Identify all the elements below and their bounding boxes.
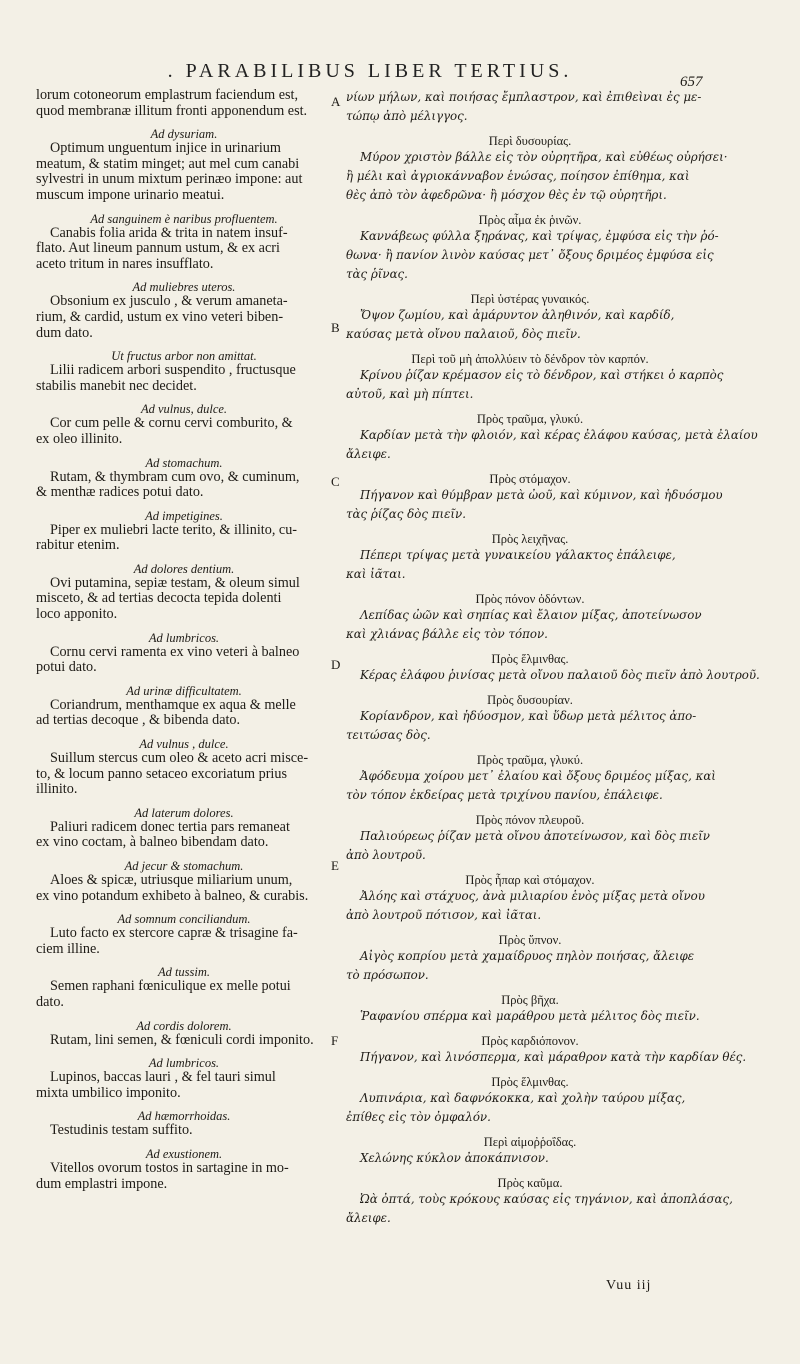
text-line: Luto facto ex stercore capræ & trisagine fa- (50, 925, 298, 942)
section-heading: Πρὸς αἷμα ἐκ ῥινῶν. (478, 213, 582, 227)
section-marker: F (331, 1033, 339, 1048)
signature-mark: Vuu iij (606, 1278, 652, 1293)
latin-recipe (36, 1161, 332, 1192)
text-line: Cornu cervi ramenta ex vino veteri à balneo (50, 643, 300, 660)
section-heading: Ad laterum dolores. (134, 805, 234, 820)
text-line: Obsonium ex jusculo , & verum amaneta- (50, 293, 288, 310)
text-line: dum emplastri impone. (36, 1175, 168, 1192)
latin-recipe (36, 926, 332, 957)
text-line: ciem illine. (36, 940, 100, 957)
text-line: ἄλειφε. (346, 447, 391, 461)
text-line: Κρίνου ῥίζαν κρέμασον εἰς τὸ δένδρον, καὶ στήκει ὁ καρπὸς (360, 368, 724, 382)
text-line: τὰς ῥίζας δὸς πιεῖν. (346, 507, 466, 521)
text-line: rabitur etenim. (36, 537, 120, 554)
latin-recipe (36, 751, 332, 798)
text-line: Παλιούρεως ῥίζαν μετὰ οἴνου ἀποτείνωσον, καὶ δὸς πιεῖν (360, 829, 710, 843)
latin-recipe (36, 226, 332, 273)
section-heading: Ad vulnus , dulce. (139, 737, 229, 752)
greek-recipe (346, 827, 714, 865)
greek-recipe (346, 306, 714, 344)
section-marker: B (331, 320, 340, 335)
section-heading: Ad vulnus, dulce. (140, 402, 228, 417)
greek-recipe (346, 486, 723, 524)
text-line: Χελώνης κύκλον ἀποκάπνισον. (360, 1151, 549, 1165)
greek-recipe (346, 88, 714, 126)
text-line: καὶ ἰᾶται. (346, 567, 406, 581)
section-heading: Πρὸς ἕλμινθας. (491, 1075, 569, 1089)
text-line: Λυπινάρια, καὶ δαφνόκοκκα, καὶ χολὴν ταύρου μίξας, (360, 1091, 686, 1105)
section-heading: Πρὸς πόνον πλευροῦ. (475, 813, 585, 827)
section-heading: Ad sanguinem è naribus profluentem. (90, 211, 278, 226)
latin-recipe (36, 470, 332, 501)
latin-recipe (36, 979, 332, 1010)
section-heading: Πρὸς δυσουρίαν. (487, 693, 573, 707)
greek-recipe (346, 426, 758, 464)
text-line: Canabis folia arida & trita in natem insuf- (50, 224, 288, 241)
text-line: stabilis manebit nec decidet. (36, 377, 197, 394)
text-line: Λεπίδας ὠῶν καὶ σηπίας καὶ ἔλαιον μίξας, ἀποτείνωσον (360, 608, 702, 622)
section-heading: Ad dolores dentium. (133, 561, 235, 576)
latin-column (36, 88, 332, 1192)
latin-recipe (36, 88, 332, 119)
text-line: ex vino potandum exhibeto à balneo, & curabis. (36, 887, 309, 904)
text-line: Καρδίαν μετὰ τὴν φλοιόν, καὶ κέρας ἐλάφου καύσας, μετὰ ἐλαίου (360, 428, 758, 442)
text-line: τὸ πρόσωπον. (346, 968, 429, 982)
text-line: Lilii radicem arbori suspendito , fructusque (50, 362, 296, 379)
greek-recipe (346, 767, 714, 805)
text-line: ἀπὸ λουτροῦ. (346, 848, 426, 862)
text-line: Ovi putamina, sepiæ testam, & oleum simul (50, 574, 300, 591)
section-heading: Πρὸς τραῦμα, γλυκύ. (476, 412, 584, 426)
section-heading: Ad muliebres uteros. (132, 280, 236, 295)
text-line: Suillum stercus cum oleo & aceto acri misce- (50, 750, 309, 767)
text-line: Rutam, & thymbram cum ovo, & cuminum, (50, 468, 300, 485)
text-line: Ὄψον ζωμίου, καὶ ἀμάρυντον ἀληθινόν, καὶ καρδίδ, (360, 308, 675, 322)
section-heading: Περὶ δυσουρίας. (488, 134, 572, 148)
text-line: ἀπὸ λουτροῦ πότισον, καὶ ἰᾶται. (346, 908, 542, 922)
section-heading: Ad impetigines. (145, 508, 223, 523)
text-line: misceto, & ad tertias decocta tepida dolenti (36, 590, 282, 607)
text-line: Μύρον χριστὸν βάλλε εἰς τὸν οὐρητῆρα, καὶ εὐθέως οὐρήσει· (360, 150, 728, 164)
text-line: illinito. (36, 781, 78, 798)
section-heading: Πρὸς λειχῆνας. (491, 532, 569, 546)
text-line: ex oleo illinito. (36, 430, 123, 447)
text-line: καὶ χλιάνας βάλλε εἰς τὸν τόπον. (346, 627, 548, 641)
latin-recipe (36, 698, 332, 729)
section-heading: Πρὸς καρδιόπονον. (481, 1034, 579, 1048)
greek-recipe (346, 947, 714, 985)
greek-recipe (346, 227, 719, 284)
latin-recipe (36, 873, 332, 904)
latin-recipe (36, 416, 332, 447)
section-heading: Περὶ αἱμοῤῥοΐδας. (483, 1135, 577, 1149)
text-line: potui dato. (36, 659, 97, 676)
text-line: νίων μήλων, καὶ ποιήσας ἔμπλαστρον, καὶ ἐπιθεὶναι ἐς με- (346, 90, 702, 104)
page-number: 657 (680, 74, 703, 90)
text-line: τὰς ῥῖνας. (346, 267, 408, 281)
text-line: Testudinis testam suffito. (50, 1122, 193, 1139)
text-line: Cor cum pelle & cornu cervi comburito, & (50, 415, 293, 432)
greek-recipe (346, 666, 760, 685)
greek-recipe (346, 707, 714, 745)
latin-recipe (36, 1070, 332, 1101)
greek-recipe (346, 1048, 747, 1067)
section-heading: Ad jecur & stomachum. (124, 859, 244, 873)
section-heading: Πρὸς στόμαχον. (489, 472, 571, 486)
text-line: & menthæ radices potui dato. (36, 484, 204, 501)
text-line: ἄλειφε. (346, 1211, 391, 1225)
text-line: Ὠὰ ὀπτά, τοὺς κρόκους καύσας εἰς τηγάνιον, καὶ ἀποπλάσας, (360, 1192, 733, 1206)
text-line: καύσας μετὰ οἴνου παλαιοῦ, δὸς πιεῖν. (346, 327, 581, 341)
text-line: τὸν τόπον ἐκδείρας μετὰ τριχίνου πανίου, ἐπάλειφε. (346, 788, 663, 802)
section-heading: Πρὸς καῦμα. (497, 1176, 563, 1190)
section-heading: Ad tussim. (157, 965, 211, 980)
text-line: Κέρας ἐλάφου ῥινίσας μετὰ οἴνου παλαιοῦ δὸς πιεῖν ἀπὸ λουτροῦ. (360, 668, 760, 682)
text-line: lorum cotoneorum emplastrum faciendum est, (36, 87, 299, 103)
text-line: aceto tritum in nares insufflato. (36, 255, 214, 272)
greek-recipe (346, 1149, 714, 1168)
text-line: τειτώσας δὸς. (346, 728, 431, 742)
text-line: Πέπερι τρίψας μετὰ γυναικείου γάλακτος ἐπάλειφε, (360, 548, 676, 562)
section-heading: Πρὸς ἧπαρ καὶ στόμαχον. (465, 873, 595, 887)
text-line: quod membranæ illitum fronti apponendum est. (36, 102, 308, 119)
text-line: αὐτοῦ, καὶ μὴ πίπτει. (346, 387, 474, 401)
section-heading: Περὶ ὑστέρας γυναικός. (470, 292, 590, 306)
text-line: ad tertias decoque , & bibenda dato. (36, 712, 241, 729)
section-heading: Ad lumbricos. (148, 1056, 220, 1071)
greek-recipe (346, 546, 714, 584)
text-line: Paliuri radicem donec tertia pars remaneat (50, 818, 290, 835)
section-heading: Ut fructus arbor non amittat. (111, 349, 257, 364)
section-marker: C (331, 474, 340, 489)
section-heading: Πρὸς τραῦμα, γλυκύ. (476, 753, 584, 767)
greek-recipe (346, 1007, 714, 1026)
text-line: Vitellos ovorum tostos in sartagine in mo- (50, 1159, 289, 1176)
latin-recipe (36, 645, 332, 676)
text-line: Κορίανδρον, καὶ ἡδύοσμον, καὶ ὕδωρ μετὰ μέλιτος ἀπο- (360, 709, 697, 723)
section-heading: Πρὸς ἕλμινθας. (491, 652, 569, 666)
greek-recipe (346, 887, 714, 925)
text-line: Πήγανον καὶ θύμβραν μετὰ ὠοῦ, καὶ κύμινον, καὶ ἡδυόσμου (360, 488, 723, 502)
section-heading: Πρὸς πόνον ὀδόντων. (475, 592, 585, 606)
text-line: ἢ μέλι καὶ ἀγριοκάνναβον ἑνώσας, ποίησον ἐπίθημα, καὶ (346, 169, 690, 183)
greek-column (346, 88, 760, 1228)
greek-recipe (346, 366, 724, 404)
section-heading: Ad stomachum. (145, 455, 223, 470)
text-line: loco apponito. (36, 606, 118, 623)
text-line: Αἰγὸς κοπρίου μετὰ χαμαίδρυος πηλὸν ποιήσας, ἄλειφε (360, 949, 695, 963)
greek-recipe (346, 148, 728, 205)
text-line: dum dato. (36, 324, 93, 341)
section-heading: Πρὸς βῆχα. (501, 993, 559, 1007)
section-heading: Ad somnum conciliandum. (117, 912, 251, 927)
latin-recipe (36, 1033, 332, 1049)
text-line: Καννάβεως φύλλα ξηράνας, καὶ τρίψας, ἐμφύσα εἰς τὴν ῥό- (360, 229, 719, 243)
text-line: ἐπίθες εἰς τὸν ὀμφαλόν. (346, 1110, 491, 1124)
text-line: Ῥαφανίου σπέρμα καὶ μαράθρου μετὰ μέλιτος δὸς πιεῖν. (360, 1009, 700, 1023)
text-line: Πήγανον, καὶ λινόσπερμα, καὶ μάραθρον κατὰ τὴν καρδίαν θές. (360, 1050, 747, 1064)
section-heading: Ad hæmorrhoidas. (137, 1109, 231, 1124)
greek-recipe (346, 1190, 733, 1228)
text-line: flato. Aut lineum pannum ustum, & ex acri (36, 240, 280, 257)
text-line: dato. (36, 993, 64, 1010)
latin-recipe (36, 294, 332, 341)
text-line: θὲς ἀπὸ τὸν ἀφεδρῶνα· ἢ μόσχον θὲς ἐν τῷ οὐρητῆρι. (346, 188, 667, 202)
greek-recipe (346, 606, 714, 644)
running-head: . PARABILIBUS LIBER TERTIUS. (167, 60, 573, 82)
text-line: mixta umbilico imponito. (36, 1084, 181, 1101)
section-heading: Πρὸς ὕπνον. (498, 933, 562, 947)
section-heading: Ad dysuriam. (150, 127, 218, 142)
text-line: Rutam, lini semen, & fœniculi cordi imponito. (50, 1031, 314, 1048)
section-marker: A (331, 94, 341, 109)
text-line: τώπῳ ἀπὸ μέλιγγος. (346, 109, 468, 123)
latin-recipe (36, 1123, 332, 1139)
text-line: meatum, & statim minget; aut mel cum canabi (36, 155, 300, 172)
section-marker: E (331, 858, 339, 873)
text-line: Optimum unguentum injice in urinarium (50, 140, 281, 157)
text-line: rium, & cardid, ustum ex vino veteri biben- (36, 308, 284, 325)
text-line: Semen raphani fœniculique ex melle potui (50, 978, 291, 995)
text-line: Ἀλόης καὶ στάχυος, ἀνὰ μιλιαρίου ἑνὸς μίξας μετὰ οἴνου (360, 889, 705, 903)
text-line: to, & locum panno setaceo excoriatum prius (36, 765, 287, 782)
latin-recipe (36, 363, 332, 394)
section-heading: Ad cordis dolorem. (136, 1018, 232, 1033)
text-line: muscum impone urinario meatui. (36, 186, 225, 203)
latin-recipe (36, 523, 332, 554)
section-heading: Περὶ τοῦ μὴ ἀπολλύειν τὸ δένδρον τὸν καρπόν. (411, 352, 649, 366)
text-line: θωνα· ἢ πανίον λινὸν καύσας μετ᾽ ὄξους δριμέος ἐμφύσα εἰς (346, 248, 714, 262)
greek-recipe (346, 1089, 714, 1127)
section-heading: Ad lumbricos. (148, 630, 220, 645)
text-line: Ἀφόδευμα χοίρου μετ᾽ ἐλαίου καὶ ὄξους δριμέος μίξας, καὶ (360, 769, 716, 783)
text-line: Coriandrum, menthamque ex aqua & melle (50, 696, 296, 713)
latin-recipe (36, 820, 332, 851)
section-heading: Ad urinæ difficultatem. (126, 683, 242, 698)
latin-recipe (36, 141, 332, 203)
text-line: ex vino coctam, à balneo bibendam dato. (36, 834, 269, 851)
text-line: Aloes & spicæ, utriusque miliarium unum, (50, 872, 293, 888)
latin-recipe (36, 576, 332, 623)
section-heading: Ad exustionem. (145, 1146, 223, 1161)
text-line: sylvestri in unum mixtum perinæo impone: aut (36, 171, 303, 188)
text-line: Lupinos, baccas lauri , & fel tauri simul (50, 1069, 276, 1086)
text-line: Piper ex muliebri lacte terito, & illinito, cu- (50, 521, 298, 538)
section-marker: D (331, 657, 341, 672)
